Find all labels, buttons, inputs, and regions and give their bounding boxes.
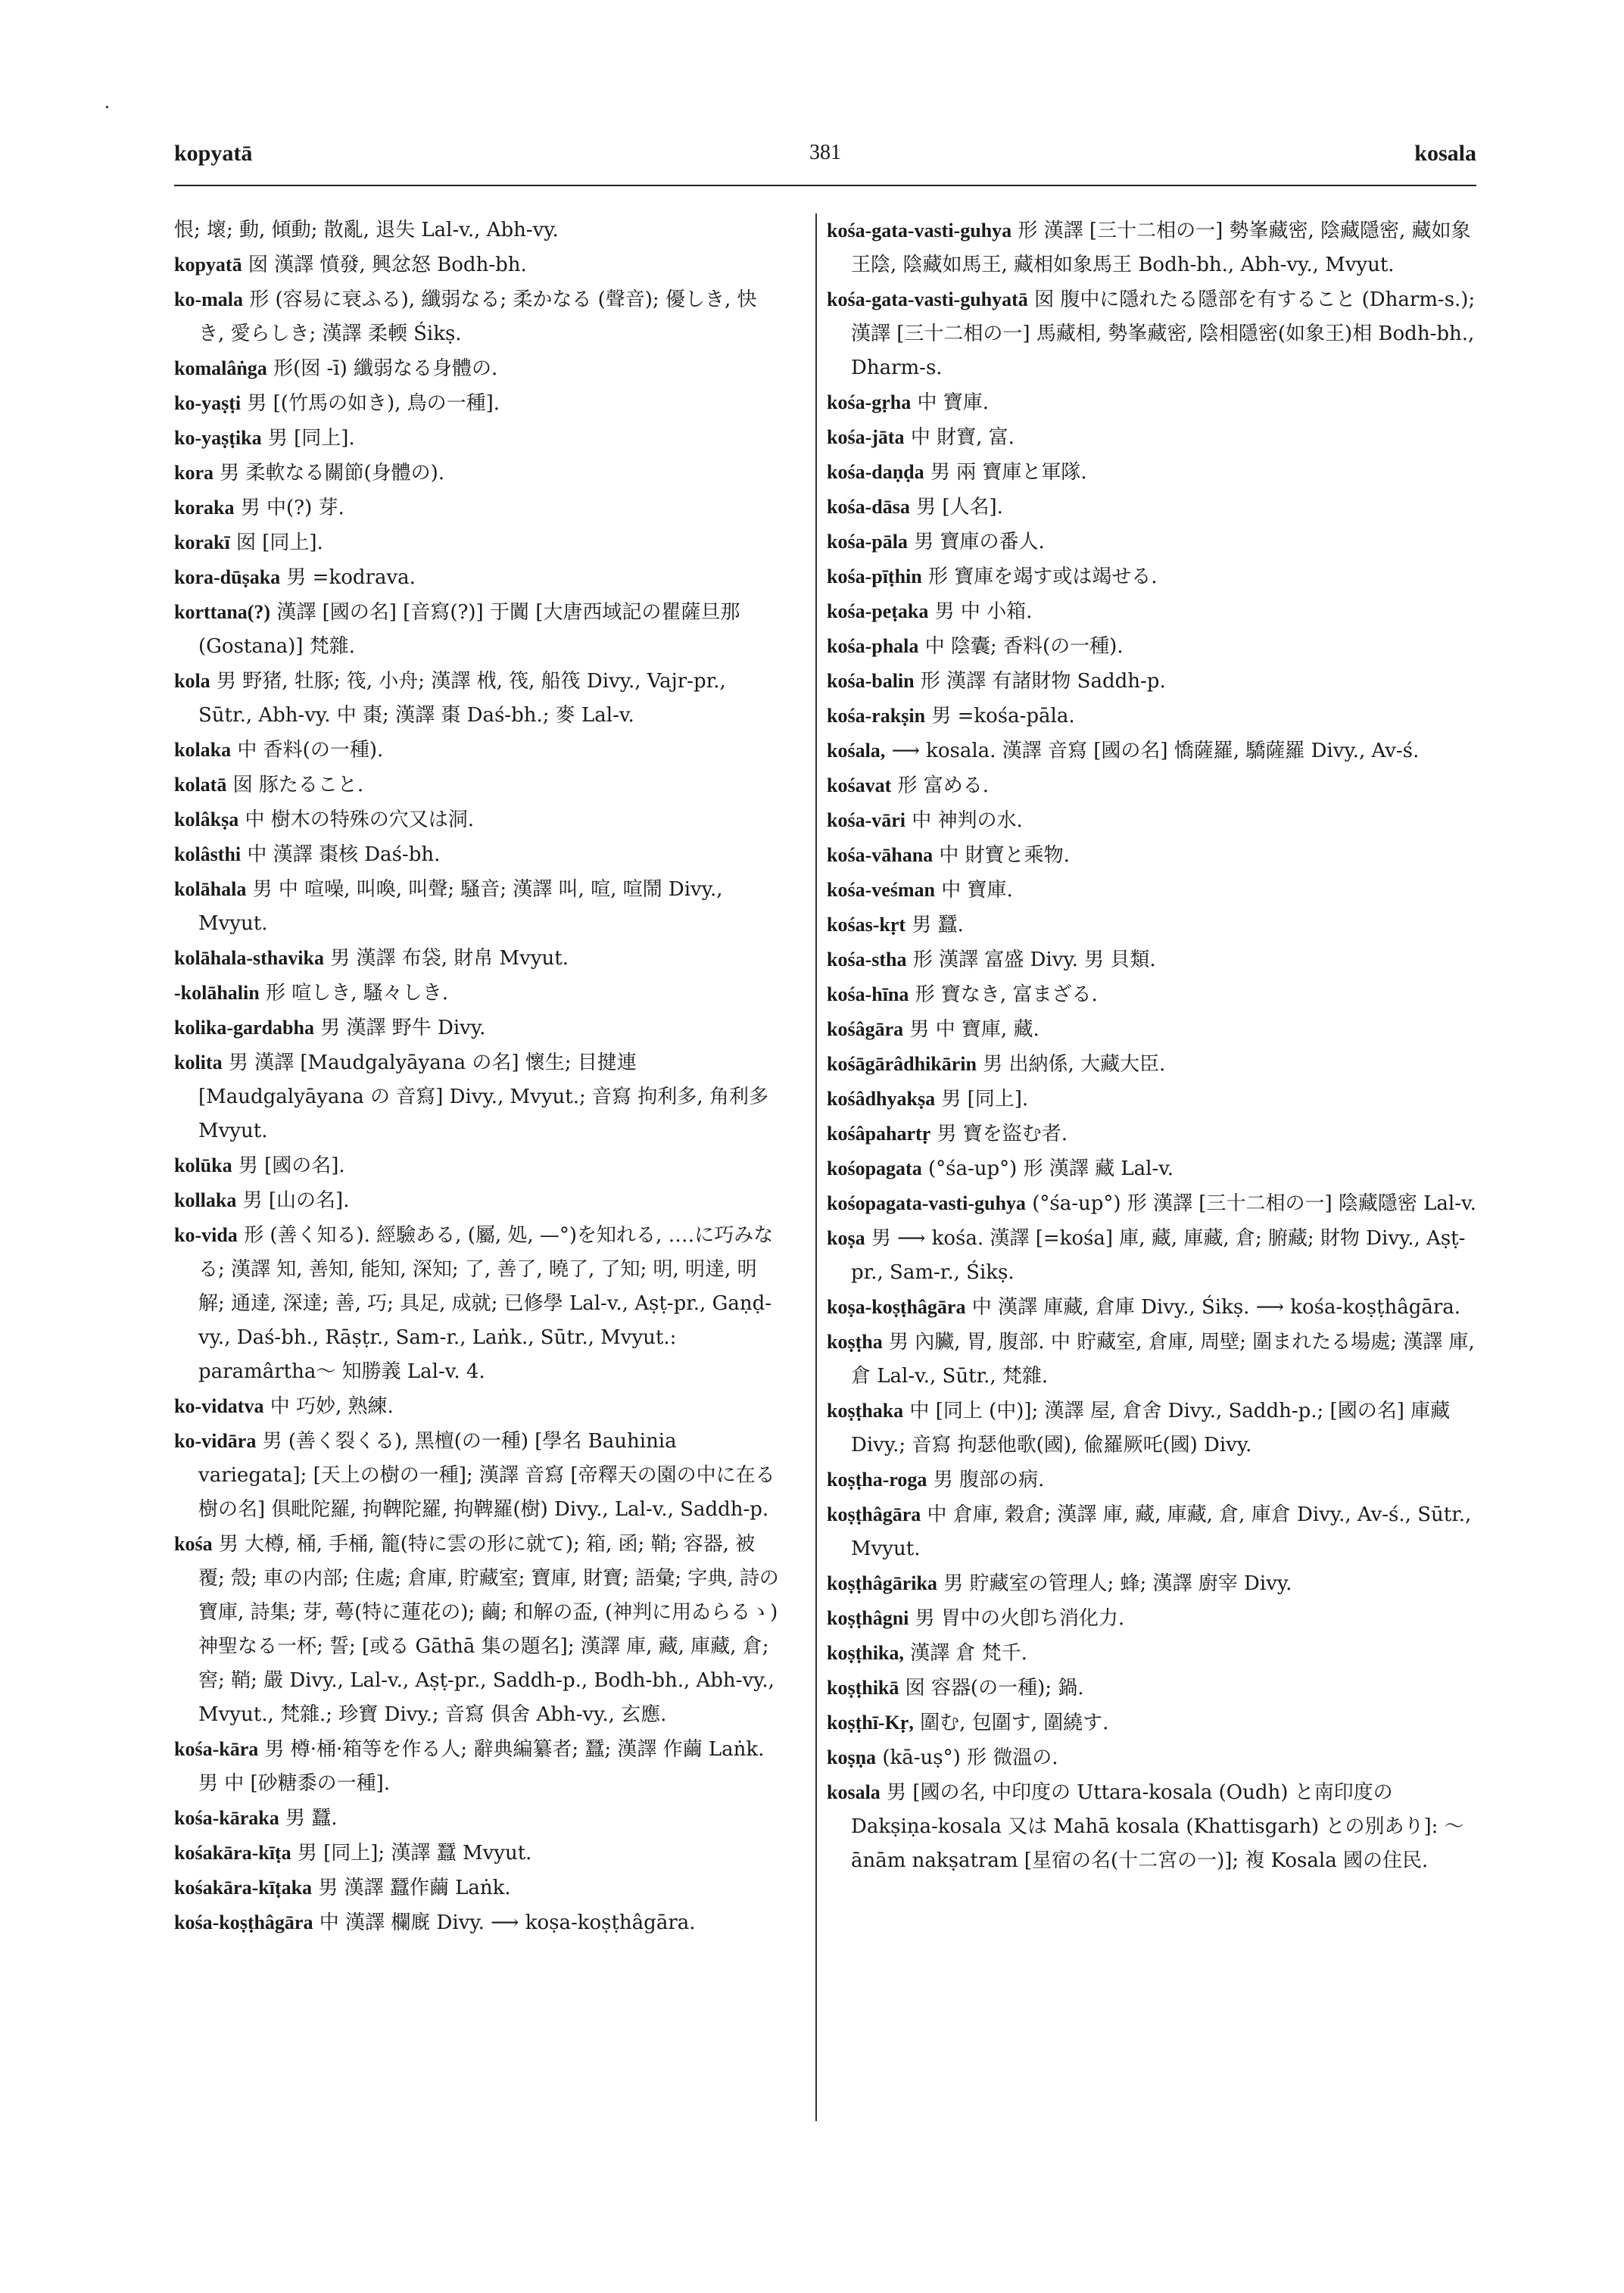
headword: kollaka: [174, 1189, 237, 1211]
definition: 男 [同上]; 漢譯 蠶 Mvyut.: [297, 1842, 532, 1865]
dictionary-entry: [174, 595, 780, 664]
headword: koṣṭhī-Kṛ,: [827, 1712, 914, 1734]
left-column: [174, 213, 780, 2121]
definition: 形 喧しき, 騷々しき.: [265, 982, 449, 1005]
headword: koṣa-koṣṭhâgāra: [827, 1296, 966, 1318]
definition: 男 內臟, 胃, 腹部. 中 貯藏室, 倉庫, 周壁; 圍まれたる場處; 漢譯 庫, 倉 Lal-v., Sūtr., 梵雜.: [851, 1331, 1475, 1388]
dictionary-entry: [827, 1047, 1476, 1082]
dictionary-entry: [174, 1905, 780, 1940]
dictionary-entry: [174, 941, 780, 976]
headword: kolūka: [174, 1154, 232, 1176]
definition: 男 大樽, 桶, 手桶, 籠(特に雲の形に就て); 箱, 函; 鞘; 容器, 被覆; 殼; 車の内部; 住處; 倉庫, 貯藏室; 寶庫, 財寶; 語彙; 字典, 詩の寶庫, 詩集; 芽, 蕚(特に蓮花の); 繭; 和解の盃, (神判に用ゐらるゝ) 神聖なる一杯; 誓; [或る Gāthā 集の題名]; 漢譯 庫, 藏, 庫藏, 倉; 窖; 鞘; 嚴 Divy., Lal-v., Aṣṭ-pr., Saddh-p., Bodh-bh., Abh-vy., Mvyut., 梵雜.; 珍寶 Divy.; 音寫 俱舍 Abh-vy., 玄應.: [198, 1533, 779, 1726]
dictionary-entry: [827, 420, 1476, 455]
definition: 中 巧妙, 熟練.: [270, 1395, 394, 1418]
headword: ko-vidāra: [174, 1430, 257, 1452]
definition: (°śa-up°) 形 漢譯 [三十二相の一] 陰藏隱密 Lal-v.: [1032, 1192, 1476, 1215]
headword: kośa-veśman: [827, 879, 936, 901]
definition: 男 [同上].: [267, 427, 355, 450]
headword: kośa-kāra: [174, 1738, 259, 1760]
definition: 中 倉庫, 穀倉; 漢譯 庫, 藏, 庫藏, 倉, 庫倉 Divy., Av-ś., Sūtr., Mvyut.: [851, 1503, 1472, 1560]
dictionary-entry: [827, 282, 1476, 385]
headword: kośa-hīna: [827, 983, 909, 1005]
definition: 男 蠶.: [285, 1807, 338, 1830]
definition: 形 漢譯 有諸財物 Saddh-p.: [920, 670, 1166, 693]
definition: 男 貯藏室の管理人; 蜂; 漢譯 廚宰 Divy.: [943, 1572, 1292, 1595]
dictionary-entry: [174, 1148, 780, 1183]
dictionary-entry: [174, 491, 780, 525]
dictionary-entry: [174, 1218, 780, 1389]
dictionary-entry: [174, 525, 780, 560]
definition: 囡 漢譯 憤發, 興忿怒 Bodh-bh.: [248, 254, 527, 276]
headword: koṣṭha-roga: [827, 1469, 927, 1491]
headword: kośopagata-vasti-guhya: [827, 1192, 1026, 1214]
headword: kośa-daṇḍa: [827, 461, 924, 483]
definition: 男 寶庫の番人.: [914, 531, 1045, 553]
headword: kośa-pīṭhin: [827, 565, 922, 587]
dictionary-entry: [827, 1601, 1476, 1636]
headword: kośa-rakṣin: [827, 705, 926, 727]
definition: 男 漢譯 野牛 Divy.: [320, 1017, 486, 1039]
dictionary-entry: [827, 385, 1476, 420]
headword: kolāhala-sthavika: [174, 947, 324, 969]
headword: koṣṭhâgni: [827, 1607, 909, 1629]
dictionary-entry: [827, 1394, 1476, 1463]
headword: kośa-vāri: [827, 809, 906, 831]
dictionary-entry: [827, 838, 1476, 873]
header-right-guide-word: kosala: [1414, 141, 1476, 166]
headword: ko-mala: [174, 288, 243, 310]
definition: 男 出納係, 大藏大臣.: [983, 1053, 1166, 1076]
headword: koraka: [174, 497, 235, 519]
headword: kolika-gardabha: [174, 1017, 314, 1039]
page-mark: [106, 106, 108, 108]
dictionary-entry: [174, 837, 780, 872]
dictionary-entry: [174, 664, 780, 733]
dictionary-entry: [827, 490, 1476, 525]
definition: 男 [人名].: [916, 496, 1003, 519]
definition: 囡 腹中に隱れたる隱部を有すること (Dharm-s.); 漢譯 [三十二相の一] 馬藏相, 勢峯藏密, 陰相隱密(如象王)相 Bodh-bh., Dharm-s.: [851, 288, 1476, 379]
definition: 男 蠶.: [912, 914, 964, 936]
definition: 男 柔軟なる關節(身體の).: [220, 462, 445, 484]
dictionary-entry: [827, 1325, 1476, 1394]
dictionary-entry: [827, 1290, 1476, 1325]
definition: 形(囡 -ī) 纖弱なる身體の.: [273, 357, 498, 380]
headword: kośa-pāla: [827, 531, 908, 553]
headword: kora-dūṣaka: [174, 566, 281, 588]
headword: kora: [174, 462, 214, 484]
headword: kośa-kāraka: [174, 1807, 279, 1829]
definition: 男 中 寶庫, 藏.: [909, 1018, 1040, 1041]
definition: 男 [同上].: [941, 1088, 1029, 1111]
headword: kośa-jāta: [827, 426, 905, 448]
definition: 男 ⟶ kośa. 漢譯 [=kośa] 庫, 藏, 庫藏, 倉; 腑藏; 財物 Divy., Aṣṭ-pr., Sam-r., Śikṣ.: [851, 1227, 1466, 1284]
headword: koṣa: [827, 1227, 865, 1249]
dictionary-entry: [174, 1871, 780, 1905]
definition: 男 野猪, 牡豚; 筏, 小舟; 漢譯 栰, 筏, 船筏 Divy., Vajr-pr., Sūtr., Abh-vy. 中 棗; 漢譯 棗 Daś-bh.; 麥 Lal-v.: [198, 670, 726, 727]
dictionary-entry: [174, 560, 780, 595]
dictionary-entry: [174, 733, 780, 768]
dictionary-entry: [174, 1424, 780, 1527]
headword: ko-vidatva: [174, 1395, 264, 1417]
definition: 男 兩 寶庫と軍隊.: [930, 461, 1087, 484]
right-column: [827, 213, 1476, 2121]
headword: kośakāra-kīṭa: [174, 1842, 291, 1864]
dictionary-entry: [174, 1011, 780, 1045]
dictionary-entry: [174, 351, 780, 386]
dictionary-entry: [827, 1740, 1476, 1775]
definition: 漢譯 倉 梵千.: [910, 1642, 1027, 1665]
headword: kośa-peṭaka: [827, 600, 929, 622]
column-divider: [815, 213, 817, 2121]
headword: ko-vida: [174, 1224, 238, 1246]
dictionary-entry: [174, 1183, 780, 1218]
dictionary-entry: [174, 1527, 780, 1732]
page-header: [174, 141, 1476, 179]
headword: kośa-gata-vasti-guhyatā: [827, 288, 1028, 310]
dictionary-entry: [827, 734, 1476, 768]
definition: 男 =kośa-pāla.: [931, 705, 1075, 727]
dictionary-entry: [827, 1566, 1476, 1601]
definition: 形 寶庫を竭す或は竭せる.: [928, 565, 1158, 588]
dictionary-entry: [827, 768, 1476, 803]
dictionary-entry: [174, 872, 780, 941]
headword: kolâsthi: [174, 843, 242, 865]
definition: (°śa-up°) 形 漢譯 藏 Lal-v.: [927, 1157, 1174, 1180]
definition: 圍む, 包圍す, 圍繞す.: [920, 1712, 1109, 1734]
headword: kośa-dāsa: [827, 496, 910, 518]
header-left-guide-word: kopyatā: [174, 141, 253, 166]
definition: 中 財寶, 富.: [910, 426, 1015, 449]
headword: koṣṭhika,: [827, 1642, 904, 1664]
headword: kolāhala: [174, 878, 247, 900]
dictionary-entry: [174, 386, 780, 421]
headword: kośa-vāhana: [827, 844, 934, 866]
headword: kolâkṣa: [174, 808, 239, 830]
dictionary-entry: [827, 1497, 1476, 1566]
headword: komalâṅga: [174, 357, 267, 379]
headword: korttana(?): [174, 601, 271, 623]
dictionary-entry: [827, 1636, 1476, 1671]
headword: kośa: [174, 1533, 213, 1555]
headword: kośakāra-kīṭaka: [174, 1877, 313, 1899]
headword: ko-yaṣṭi: [174, 392, 242, 414]
dictionary-entry: [174, 802, 780, 837]
headword: -kolāhalin: [174, 982, 260, 1004]
headword: kolatā: [174, 774, 227, 796]
definition: 中 [同上 (中)]; 漢譯 屋, 倉舍 Divy., Saddh-p.; [國の名] 庫藏 Divy.; 音寫 拘瑟他歌(國), 偸羅厥吒(國) Divy.: [851, 1400, 1451, 1456]
definition: 囡 豚たること.: [232, 774, 364, 796]
definition: 男 中(?) 芽.: [240, 497, 344, 519]
dictionary-entry: [827, 629, 1476, 664]
definition: 男 中 小箱.: [934, 600, 1033, 623]
definition: (kā-uṣ°) 形 微溫の.: [882, 1746, 1058, 1769]
dictionary-entry: [174, 421, 780, 456]
headword: kośa-stha: [827, 949, 907, 970]
dictionary-entry: [827, 699, 1476, 734]
headword: koṣṭhikā: [827, 1677, 899, 1699]
definition: 形 寶なき, 富まざる.: [915, 983, 1098, 1006]
definition: 男 [山の名].: [242, 1189, 350, 1212]
headword: kośa-balin: [827, 670, 915, 692]
dictionary-entry: [827, 1186, 1476, 1221]
definition: ⟶ kosala. 漢譯 音寫 [國の名] 憍薩羅, 驕薩羅 Divy., Av-ś.: [891, 740, 1420, 762]
dictionary-entry: [827, 213, 1476, 282]
page-number: 381: [809, 141, 841, 164]
headword: koṣṭhâgārika: [827, 1572, 937, 1594]
definition: 男 =kodrava.: [286, 566, 416, 589]
headword: ko-yaṣṭika: [174, 427, 262, 449]
headword: kopyatā: [174, 254, 242, 276]
headword: kośāgārâdhikārin: [827, 1053, 977, 1075]
dictionary-entry: [827, 525, 1476, 559]
definition: 中 陰囊; 香料(の一種).: [924, 635, 1124, 658]
definition: 男 胃中の火卽ち消化力.: [915, 1607, 1125, 1630]
headword: kośâpahartṛ: [827, 1123, 931, 1145]
dictionary-entry: [827, 908, 1476, 942]
dictionary-entry: [174, 1732, 780, 1801]
headword: kosala: [827, 1781, 881, 1803]
definition: 囡 容器(の一種); 鍋.: [905, 1677, 1084, 1699]
dictionary-entry: [174, 1836, 780, 1871]
definition: 中 神判の水.: [912, 809, 1023, 832]
definition: 男 [(竹馬の如き), 鳥の一種].: [247, 392, 500, 415]
headword: kośa-koṣṭhâgāra: [174, 1911, 313, 1933]
dictionary-entry: [174, 248, 780, 282]
definition: 男 寶を盜む者.: [937, 1123, 1068, 1145]
dictionary-entry: [827, 1151, 1476, 1186]
definition: 中 寶庫.: [917, 391, 990, 414]
dictionary-entry: [827, 1221, 1476, 1290]
definition: 男 (善く裂くる), 黑檀(の一種) [學名 Bauhinia variegata]; [天上の樹の一種]; 漢譯 音寫 [帝釋天の園の中に在る樹の名] 俱毗陀羅, 拘鞞陀羅, 拘鞞羅(樹) Divy., Lal-v., Saddh-p.: [198, 1430, 775, 1521]
dictionary-entry: [827, 1012, 1476, 1047]
definition: 男 腹部の病.: [933, 1469, 1045, 1491]
dictionary-entry: [827, 664, 1476, 699]
headword: kośa-phala: [827, 635, 919, 657]
headword: koṣṭhâgāra: [827, 1503, 921, 1525]
definition: 中 漢譯 欄廐 Divy. ⟶ koṣa-koṣṭhâgāra.: [319, 1911, 696, 1934]
dictionary-entry: [174, 456, 780, 491]
dictionary-entry: [827, 1775, 1476, 1878]
header-rule: [174, 185, 1476, 186]
definition: 形 (善く知る). 經驗ある, (屬, 処, —°)を知れる, ‥‥に巧みなる; 漢譯 知, 善知, 能知, 深知; 了, 善了, 曉了, 了知; 明, 明達, 明解; 通達, 深達; 善, 巧; 具足, 成就; 已修學 Lal-v., Aṣṭ-pr., Gaṇḍ-vy., Daś-bh., Rāṣṭr., Sam-r., Laṅk., Sūtr., Mvyut.: paramârtha〜 知勝義 Lal-v. 4.: [198, 1224, 774, 1383]
headword: kośas-kṛt: [827, 914, 906, 936]
headword: kolita: [174, 1051, 223, 1073]
headword: kośâdhyakṣa: [827, 1088, 936, 1110]
definition: 男 [國の名].: [238, 1154, 345, 1177]
dictionary-entry: [827, 559, 1476, 594]
dictionary-entry: [174, 976, 780, 1011]
definition: 形 漢譯 富盛 Divy. 男 貝類.: [912, 949, 1156, 971]
dictionary-entry: [827, 873, 1476, 908]
definition: 形 (容易に衰ふる), 纖弱なる; 柔かなる (聲音); 優しき, 快き, 愛らしき; 漢譯 柔輭 Śikṣ.: [198, 288, 757, 345]
dictionary-entry: [827, 1671, 1476, 1706]
dictionary-entry: [827, 977, 1476, 1012]
definition: 男 樽·桶·箱等を作る人; 辭典編纂者; 蠶; 漢譯 作繭 Laṅk. 男 中 [砂糖黍の一種].: [198, 1738, 765, 1795]
dictionary-entry: [827, 1706, 1476, 1740]
headword: kolaka: [174, 739, 232, 761]
definition: 漢譯 [國の名] [音寫(?)] 于闐 [大唐西域記の瞿薩旦那 (Gostana)] 梵雜.: [198, 601, 740, 658]
headword: kośâgāra: [827, 1018, 904, 1040]
headword: koṣṭha: [827, 1331, 883, 1353]
definition: 中 漢譯 庫藏, 倉庫 Divy., Śikṣ. ⟶ kośa-koṣṭhâgāra.: [971, 1296, 1461, 1319]
dictionary-entry: [827, 1117, 1476, 1151]
dictionary-entry: [827, 942, 1476, 977]
headword: kośa-gṛha: [827, 391, 912, 413]
headword: kośa-gata-vasti-guhya: [827, 220, 1012, 241]
dictionary-entry: [827, 594, 1476, 629]
definition: 男 漢譯 [Maudgalyāyana の名] 懷生; 目揵連 [Maudgalyāyana の 音寫] Divy., Mvyut.; 音寫 拘利多, 角利多 Mvyut.: [198, 1051, 768, 1142]
dictionary-entry: [174, 213, 780, 248]
dictionary-entry: [174, 1801, 780, 1836]
definition: 男 漢譯 布袋, 財帛 Mvyut.: [330, 947, 569, 970]
dictionary-entry: [827, 1082, 1476, 1117]
definition: 中 財寶と乘物.: [939, 844, 1070, 867]
dictionary-entry: [174, 768, 780, 802]
definition: 形 富める.: [897, 774, 990, 797]
definition: 形 漢譯 [三十二相の一] 勢峯藏密, 陰藏隱密, 藏如象王陰, 陰藏如馬王, 藏相如象馬王 Bodh-bh., Abh-vy., Mvyut.: [851, 220, 1471, 276]
dictionary-entry: [174, 282, 780, 351]
dictionary-entry: [174, 1045, 780, 1148]
headword: koṣṇa: [827, 1746, 877, 1768]
headword: kośala,: [827, 740, 886, 762]
headword: kola: [174, 670, 210, 692]
definition: 男 [國の名, 中印度の Uttara-kosala (Oudh) と南印度の Dakṣiṇa-kosala 又は Mahā kosala (Khattisgarh) との別あり]: 〜ānām nakṣatram [星宿の名(十二宮の一)]; 複 Kosala 國の住民.: [851, 1781, 1464, 1872]
dictionary-entry: [827, 803, 1476, 838]
headword: koṣṭhaka: [827, 1400, 904, 1422]
headword: kośopagata: [827, 1157, 922, 1179]
definition: 中 漢譯 棗核 Daś-bh.: [247, 843, 441, 866]
dictionary-entry: [827, 1463, 1476, 1497]
dictionary-entry: [827, 455, 1476, 490]
definition: 中 寶庫.: [941, 879, 1013, 902]
definition: 男 漢譯 蠶作繭 Laṅk.: [318, 1877, 511, 1899]
definition: 恨; 壞; 動, 傾動; 散亂, 退失 Lal-v., Abh-vy.: [174, 219, 559, 241]
definition: 中 樹木の特殊の穴又は洞.: [245, 808, 475, 831]
definition: 囡 [同上].: [235, 531, 323, 554]
dictionary-entry: [174, 1389, 780, 1424]
headword: kośavat: [827, 774, 892, 796]
definition: 中 香料(の一種).: [237, 739, 384, 762]
headword: korakī: [174, 531, 230, 553]
definition: 男 中 喧噪, 叫喚, 叫聲; 騷音; 漢譯 叫, 喧, 喧鬧 Divy., Mvyut.: [198, 878, 723, 935]
